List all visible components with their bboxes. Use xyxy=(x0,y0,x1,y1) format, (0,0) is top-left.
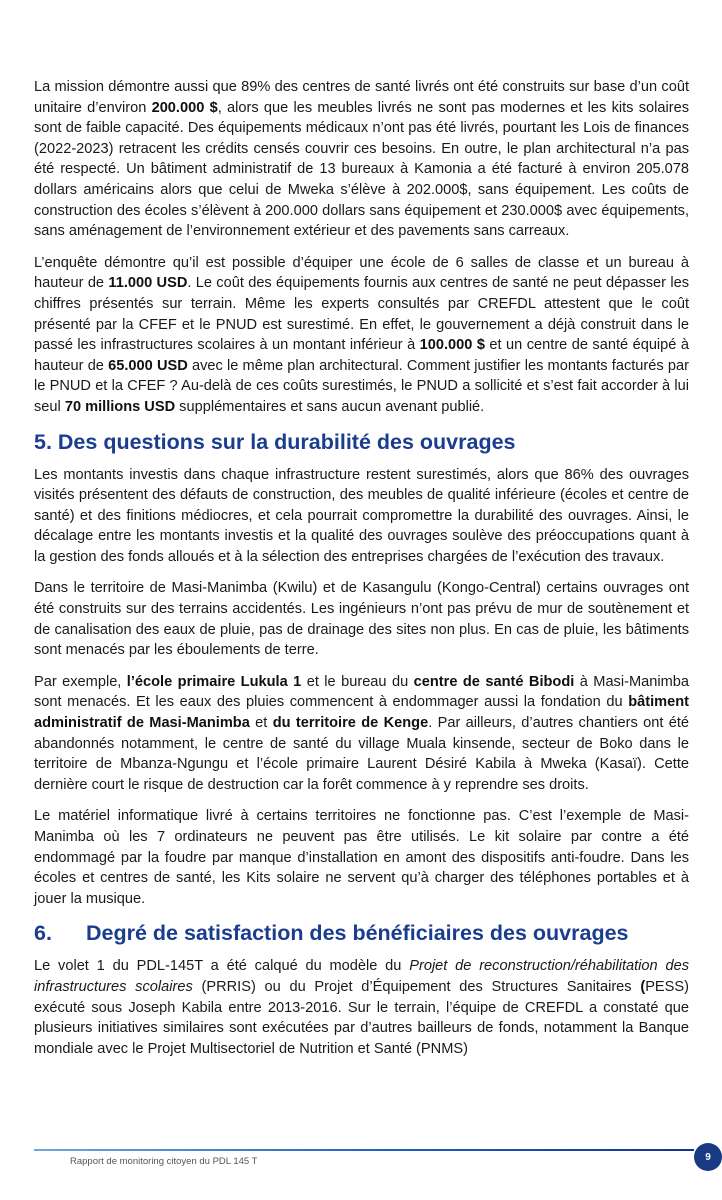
section-heading-5: 5. Des questions sur la durabilité des ouvrages xyxy=(34,429,516,454)
bold-amount: 65.000 USD xyxy=(108,357,188,374)
bold-place: l’école primaire Lukula 1 xyxy=(126,673,302,690)
footer-divider xyxy=(34,1149,694,1151)
bold-amount: 200.000 $ xyxy=(151,99,218,116)
bold-paren: ( xyxy=(640,978,646,995)
italic-project-name: Projet de reconstruction/réhabilitation des infrastructures scolaires xyxy=(34,958,689,995)
bold-place: bâtiment administratif de Masi-Manimba xyxy=(34,694,689,732)
heading-number: 6. xyxy=(34,921,52,946)
text-run: à Masi-Manimba sont menacés. Et les eaux des pluies commencent à endommager aussi la fondation du xyxy=(34,673,689,711)
text-run: , alors que les meubles livrés ne sont pas modernes et les kits solaires sont de faible capacité. Des équipements médicaux n’ont pas été livrés, pourtant les Lois de finances (2022-2023) retracent les crédits censés couvrir ces besoins. En outre, le plan architectural n’a pas été respecté. Un bâtiment administratif de 13 bureaux à Kamonia a été facturé à environ 205.078 dollars américains alors que celui de Mweka s’élève à 202.000$, sans équipement. Les coûts de construction des écoles s’élèvent à 200.000 dollars sans équipement et 230.000$ avec équipements, sans aménagement de l’environnement extérieur et des pavements sans carreaux. xyxy=(34,99,689,240)
bold-amount: 70 millions USD xyxy=(64,398,176,415)
text-run: . Le coût des équipements fournis aux centres de santé ne peut dépasser les chiffres présentés sur terrain. Même les experts consultés par CREFDL attestent que le coût présenté par la CFEF et le PNUD est surestimé. En effet, le gouvernement a déjà construit dans le passé les infrastructures scolaires à un montant inférieur à xyxy=(34,275,689,354)
text-run: et un centre de santé équipé à hauteur de xyxy=(34,337,689,374)
bold-place: du territoire de Kenge xyxy=(272,715,429,732)
heading-text: Degré de satisfaction des bénéficiaires des ouvrages xyxy=(86,921,629,946)
paragraph-rugged-terrain: Dans le territoire de Masi-Manimba (Kwilu) et de Kasangulu (Kongo-Central) certains ouvrages ont été construits sur des terrains accidentés. Les ingénieurs n’ont pas prévu de mur de soutènement et de canalisation des eaux de pluie, pas de drainage des sites non plus. En cas de pluie, les bâtiments sont menacés par les éboulements de terre. xyxy=(34,580,689,659)
document-body xyxy=(34,77,689,1070)
paragraph-it-equipment: Le matériel informatique livré à certains territoires ne fonctionne pas. C’est l’exemple de Masi-Manimba où les 7 ordinateurs ne peuvent pas être utilisés. Le kit solaire par contre a été endommagé par la foudre par manque d’installation en amont des dispositifs anti-foudre. Dans les écoles et centres de santé, les Kits solaire ne servent qu’à charger des téléphones portables et à jouer la musique. xyxy=(34,808,689,907)
text-run: Par exemple, xyxy=(34,673,127,690)
bold-amount: 11.000 USD xyxy=(108,275,188,292)
text-run: L’enquête démontre qu’il est possible d’équiper une école de 6 salles de classe et un bureau à hauteur de xyxy=(34,254,689,292)
text-run: PESS) exécuté sous Joseph Kabila entre 2013-2016. Sur le terrain, l’équipe de CREFDL a constaté que plusieurs initiatives similaires sont exécutées par d’autres bailleurs de fonds, notamment la Banque mondiale avec le Projet Multisectoriel de Nutrition et Santé (PNMS) xyxy=(34,978,689,1057)
section-heading-6 xyxy=(34,920,689,946)
paragraph-component-1 xyxy=(34,956,689,1059)
bold-place: centre de santé Bibodi xyxy=(413,673,575,690)
text-run: avec le même plan architectural. Comment justifier les montants facturés par le PNUD et la CFEF ? Au-delà de ces coûts surestimés, le PNUD a sollicité et s’est fait accorder à lui seul xyxy=(34,357,689,415)
bold-amount: 100.000 $ xyxy=(419,337,485,354)
paragraph-cost-health-centers xyxy=(34,77,689,242)
footer-report-title: Rapport de monitoring citoyen du PDL 145 T xyxy=(70,1156,258,1167)
paragraph-overestimated-amounts: Les montants investis dans chaque infrastructure restent surestimés, alors que 86% des ouvrages visités présentent des défauts de construction, des meubles de qualité inférieure (écoles et centre de santé) et des finitions médiocres, et cela pourrait compromettre la durabilité des ouvrages. Ainsi, le décalage entre les montants investis et la qualité des ouvrages soulève des préoccupations quant à la gestion des fonds alloués et à la sélection des entreprises chargées de l’exécution des travaux. xyxy=(34,466,689,565)
text-run: supplémentaires et sans aucun avenant publié. xyxy=(175,398,485,415)
text-run: et le bureau du xyxy=(301,673,414,690)
text-run: et xyxy=(249,715,273,732)
text-run: Le volet 1 du PDL-145T a été calqué du modèle du xyxy=(34,958,410,975)
text-run: . Par ailleurs, d’autres chantiers ont été abandonnés notamment, le centre de santé du village Muala kinsende, secteur de Boko dans le territoire de Mbanza-Ngungu et l’école primaire Laurent Désiré Kabila à Mweka (Kasaï). Cette dernière court le risque de destruction car la forêt commence à y reprendre ses droits. xyxy=(34,715,690,793)
paragraph-examples-threatened xyxy=(34,672,689,796)
page-number-badge: 9 xyxy=(694,1143,722,1171)
text-run: La mission démontre aussi que 89% des centres de santé livrés ont été construits sur base d’un coût unitaire d’environ xyxy=(34,79,689,116)
paragraph-survey-equipment xyxy=(34,253,689,418)
text-run: (PRRIS) ou du Projet d’Équipement des Structures Sanitaires xyxy=(192,978,641,995)
